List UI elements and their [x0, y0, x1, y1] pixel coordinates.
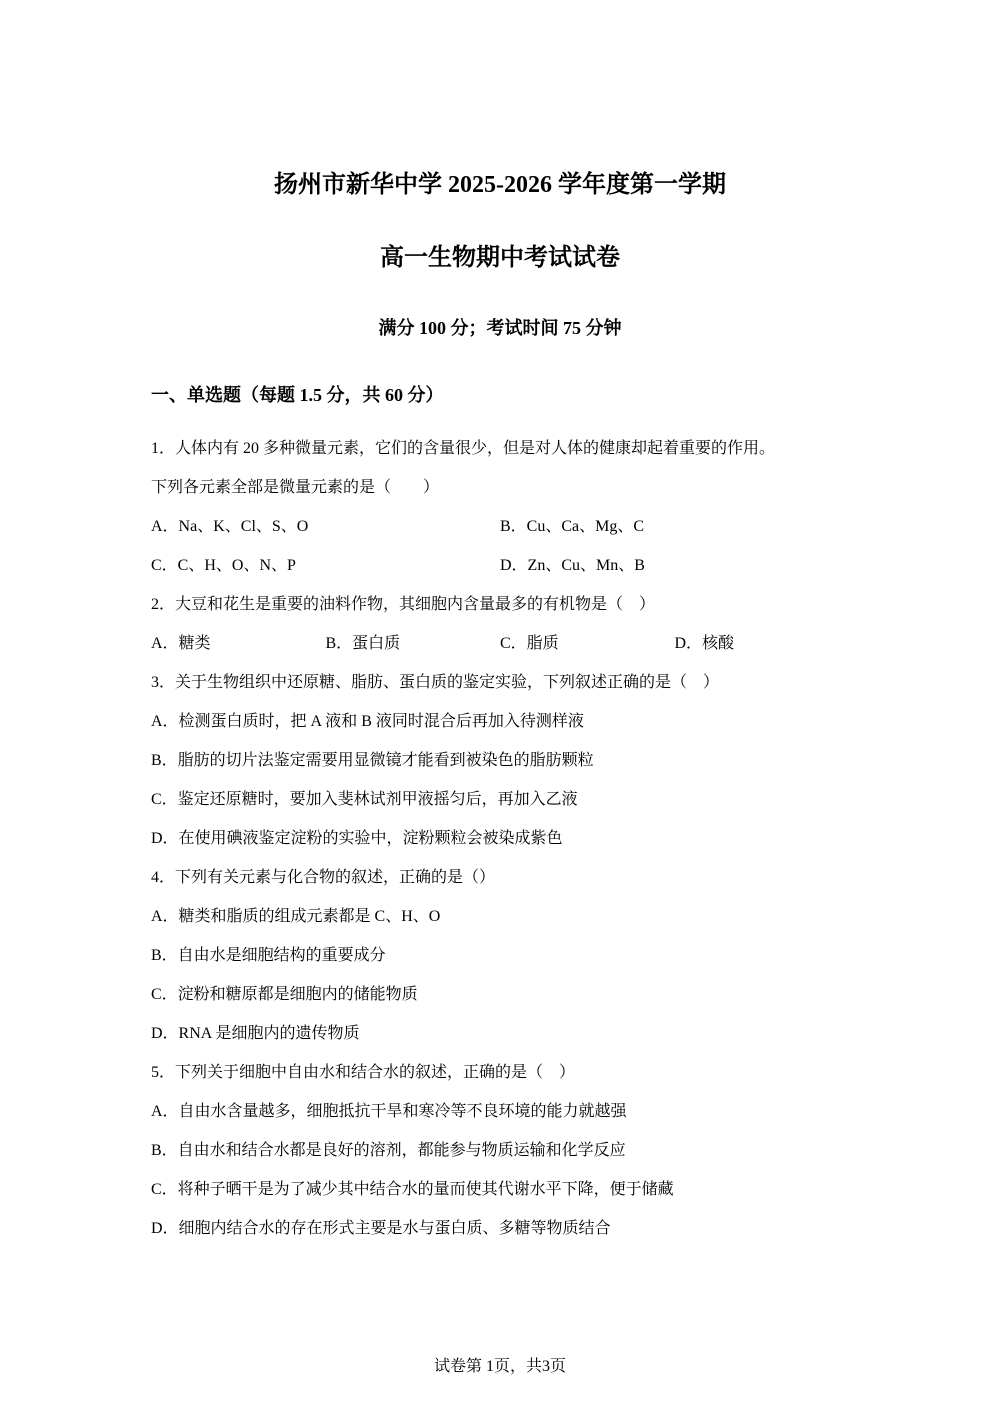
- question-3-option-d: D．在使用碘液鉴定淀粉的实验中，淀粉颗粒会被染成紫色: [151, 830, 563, 847]
- exam-title-line1: 扬州市新华中学 2025-2026 学年度第一学期: [274, 172, 726, 198]
- question-3-option-a: A．检测蛋白质时，把 A 液和 B 液同时混合后再加入待测样液: [151, 713, 584, 730]
- question-3-stem: 3．关于生物组织中还原糖、脂肪、蛋白质的鉴定实验，下列叙述正确的是（ ）: [151, 674, 720, 691]
- question-2-option-d: D．核酸: [674, 635, 735, 652]
- question-4-option-d: D．RNA 是细胞内的遗传物质: [151, 1025, 360, 1042]
- question-3-option-b: B．脂肪的切片法鉴定需要用显微镜才能看到被染色的脂肪颗粒: [151, 752, 594, 769]
- question-4-stem: 4．下列有关元素与化合物的叙述，正确的是（）: [151, 869, 496, 886]
- question-1-option-c: C．C、H、O、N、P: [151, 557, 296, 574]
- question-2-stem: 2．大豆和花生是重要的油料作物，其细胞内含量最多的有机物是（ ）: [151, 596, 656, 613]
- question-2-option-c: C．脂质: [500, 635, 559, 652]
- question-5-option-c: C．将种子晒干是为了减少其中结合水的量而使其代谢水平下降，便于储藏: [151, 1181, 674, 1198]
- question-3-option-c: C．鉴定还原糖时，要加入斐林试剂甲液摇匀后，再加入乙液: [151, 791, 578, 808]
- question-5-option-a: A．自由水含量越多，细胞抵抗干旱和寒冷等不良环境的能力就越强: [151, 1103, 627, 1120]
- question-4-option-c: C．淀粉和糖原都是细胞内的储能物质: [151, 986, 418, 1003]
- page-footer: 试卷第 1页，共3页: [433, 1358, 566, 1375]
- question-4-option-a: A．糖类和脂质的组成元素都是 C、H、O: [151, 908, 441, 925]
- question-1-option-d: D．Zn、Cu、Mn、B: [500, 557, 645, 574]
- question-2-option-a: A．糖类: [151, 635, 211, 652]
- question-5-option-d: D．细胞内结合水的存在形式主要是水与蛋白质、多糖等物质结合: [151, 1220, 611, 1237]
- question-1-stem-line1: 1．人体内有 20 多种微量元素，它们的含量很少，但是对人体的健康却起着重要的作用。: [151, 440, 776, 457]
- question-1-option-b: B．Cu、Ca、Mg、C: [500, 518, 645, 535]
- question-1-options-row1: [151, 513, 851, 552]
- question-list: [151, 435, 851, 1254]
- exam-info: 满分 100 分；考试时间 75 分钟: [378, 318, 622, 338]
- question-1-stem-line2: 下列各元素全部是微量元素的是（ ）: [151, 479, 440, 496]
- question-2-options: [151, 630, 851, 669]
- question-2-option-b: B．蛋白质: [325, 635, 401, 652]
- section-heading: 一、单选题（每题 1.5 分，共 60 分）: [151, 385, 444, 405]
- question-1-options-row2: [151, 552, 851, 591]
- exam-title-line2: 高一生物期中考试试卷: [380, 245, 620, 271]
- question-5-stem: 5．下列关于细胞中自由水和结合水的叙述，正确的是（ ）: [151, 1064, 576, 1081]
- question-5-option-b: B．自由水和结合水都是良好的溶剂，都能参与物质运输和化学反应: [151, 1142, 626, 1159]
- question-4-option-b: B．自由水是细胞结构的重要成分: [151, 947, 386, 964]
- question-1-option-a: A．Na、K、Cl、S、O: [151, 518, 309, 535]
